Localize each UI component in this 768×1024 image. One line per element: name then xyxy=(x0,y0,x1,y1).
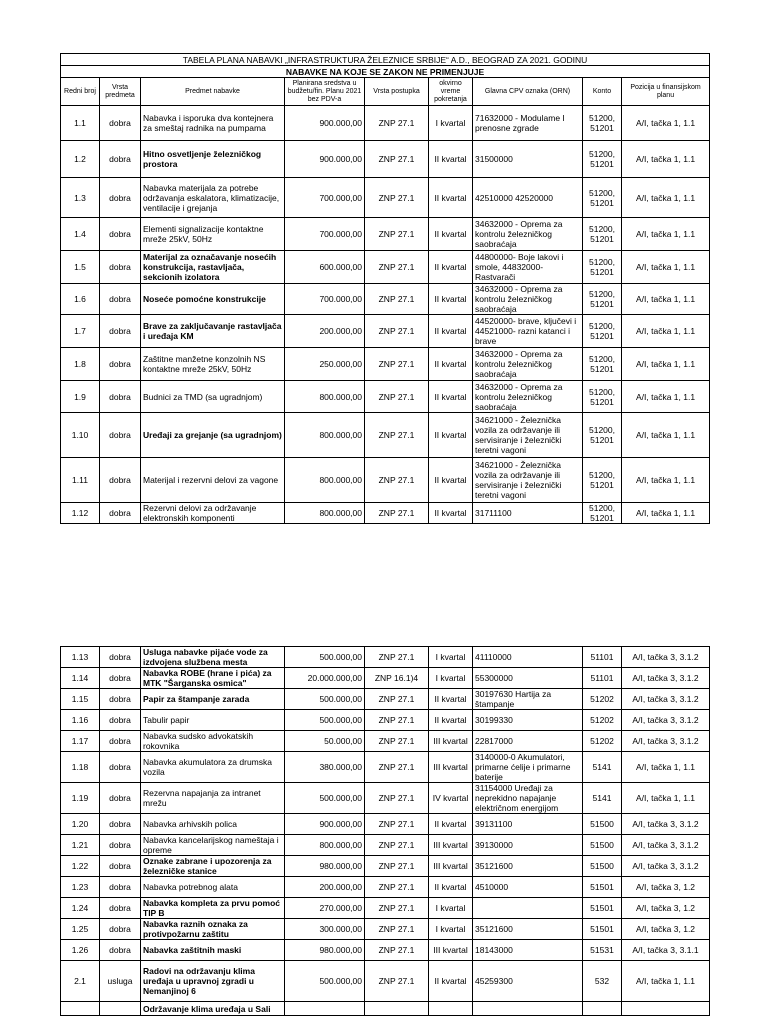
predmet-cell: Hitno osvetljenje železničkog prostora xyxy=(141,141,285,178)
cpv-cell: 34632000 - Oprema za kontrolu železničkog saobraćaja xyxy=(473,381,583,413)
postupak-cell: ZNP 27.1 xyxy=(365,856,429,877)
vreme-cell: II kvartal xyxy=(429,877,473,898)
rb-cell: 1.1 xyxy=(61,106,100,141)
postupak-cell: ZNP 27.1 xyxy=(365,413,429,458)
sredstva-cell: 700.000,00 xyxy=(285,218,365,251)
rb-cell: 1.2 xyxy=(61,141,100,178)
pozicija-cell: A/I, tačka 3, 3.1.2 xyxy=(622,668,710,689)
predmet-cell: Materijal i rezervni delovi za vagone xyxy=(141,458,285,503)
table-row xyxy=(61,689,710,710)
predmet-cell: Noseće pomoćne konstrukcije xyxy=(141,284,285,315)
konto-cell: 5141 xyxy=(583,783,622,814)
konto-cell: 51200, 51201 xyxy=(583,381,622,413)
cpv-cell: 34632000 - Oprema za kontrolu železničkog saobraćaja xyxy=(473,284,583,315)
procurement-table-top xyxy=(60,53,710,524)
predmet-cell: Nabavka i isporuka dva kontejnera za smeštaj radnika na pumpama xyxy=(141,106,285,141)
cpv-cell: 30197630 Hartija za štampanje xyxy=(473,689,583,710)
konto-cell: 51501 xyxy=(583,898,622,919)
predmet-cell: Zaštitne manžetne konzolnih NS kontaktne mreže 25kV, 50Hz xyxy=(141,348,285,381)
postupak-cell: ZNP 27.1 xyxy=(365,348,429,381)
predmet-cell: Nabavka raznih oznaka za protivpožarnu zaštitu xyxy=(141,919,285,940)
postupak-cell: ZNP 27.1 xyxy=(365,503,429,524)
predmet-cell: Nabavka arhivskih polica xyxy=(141,814,285,835)
pozicija-cell: A/I, tačka 1, 1.1 xyxy=(622,413,710,458)
pozicija-cell: A/I, tačka 3, 3.1.2 xyxy=(622,689,710,710)
pozicija-cell: A/I, tačka 1, 1.1 xyxy=(622,752,710,783)
rb-cell: 1.10 xyxy=(61,413,100,458)
postupak-cell: ZNP 27.1 xyxy=(365,877,429,898)
postupak-cell: ZNP 27.1 xyxy=(365,106,429,141)
sredstva-cell: 500.000,00 xyxy=(285,647,365,668)
sredstva-cell: 800.000,00 xyxy=(285,458,365,503)
postupak-cell: ZNP 27.1 xyxy=(365,783,429,814)
postupak-cell: ZNP 27.1 xyxy=(365,141,429,178)
pozicija-cell: A/I, tačka 3, 3.1.2 xyxy=(622,856,710,877)
cpv-cell: 22817000 xyxy=(473,731,583,752)
sredstva-cell: 500.000,00 xyxy=(285,710,365,731)
predmet-cell: Usluga nabavke pijaće vode za izdvojena službena mesta xyxy=(141,647,285,668)
konto-cell: 51202 xyxy=(583,689,622,710)
sredstva-cell: 800.000,00 xyxy=(285,413,365,458)
vrsta-cell: dobra xyxy=(100,835,141,856)
konto-cell: 51200, 51201 xyxy=(583,503,622,524)
cpv-cell: 34621000 - Železnička vozila za održavanje ili servisiranje i železnički teretni vagoni xyxy=(473,413,583,458)
vreme-cell: I kvartal xyxy=(429,668,473,689)
rb-cell: 1.14 xyxy=(61,668,100,689)
vrsta-cell xyxy=(100,1002,141,1016)
cpv-cell: 31154000 Uređaji za neprekidno napajanje električnom energijom xyxy=(473,783,583,814)
vrsta-cell: dobra xyxy=(100,251,141,284)
rb-cell: 1.19 xyxy=(61,783,100,814)
table-row xyxy=(61,106,710,141)
cpv-cell: 31500000 xyxy=(473,141,583,178)
sredstva-cell: 800.000,00 xyxy=(285,381,365,413)
vreme-cell: IV kvartal xyxy=(429,783,473,814)
sredstva-cell: 20.000.000,00 xyxy=(285,668,365,689)
sredstva-cell: 200.000,00 xyxy=(285,877,365,898)
predmet-cell: Nabavka zaštitnih maski xyxy=(141,940,285,961)
vreme-cell: II kvartal xyxy=(429,348,473,381)
sredstva-cell: 500.000,00 xyxy=(285,689,365,710)
postupak-cell: ZNP 27.1 xyxy=(365,218,429,251)
postupak-cell: ZNP 27.1 xyxy=(365,689,429,710)
vreme-cell: II kvartal xyxy=(429,141,473,178)
vreme-cell: II kvartal xyxy=(429,710,473,731)
cpv-cell: 44520000- brave, ključevi i 44521000- razni katanci i brave xyxy=(473,315,583,348)
pozicija-cell: A/I, tačka 1, 1.1 xyxy=(622,381,710,413)
konto-cell: 51101 xyxy=(583,647,622,668)
predmet-cell: Nabavka ROBE (hrane i pića) za MTK "Šarganska osmica" xyxy=(141,668,285,689)
vrsta-cell: dobra xyxy=(100,178,141,218)
konto-cell: 51200, 51201 xyxy=(583,106,622,141)
header-vrsta-predmeta: Vrsta predmeta xyxy=(100,78,141,106)
rb-cell: 2.1 xyxy=(61,961,100,1002)
table-row xyxy=(61,251,710,284)
sredstva-cell: 980.000,00 xyxy=(285,856,365,877)
sredstva-cell: 300.000,00 xyxy=(285,919,365,940)
pozicija-cell: A/I, tačka 1, 1.1 xyxy=(622,251,710,284)
table-row xyxy=(61,731,710,752)
vrsta-cell: dobra xyxy=(100,752,141,783)
cpv-cell: 71632000 - Modulame I prenosne zgrade xyxy=(473,106,583,141)
predmet-cell: Nabavka akumulatora za drumska vozila xyxy=(141,752,285,783)
postupak-cell xyxy=(365,1002,429,1016)
header-okvirno-vreme: okvirno vreme pokretanja xyxy=(429,78,473,106)
rb-cell: 1.20 xyxy=(61,814,100,835)
postupak-cell: ZNP 27.1 xyxy=(365,919,429,940)
rb-cell: 1.25 xyxy=(61,919,100,940)
rb-cell: 1.24 xyxy=(61,898,100,919)
postupak-cell: ZNP 27.1 xyxy=(365,458,429,503)
cpv-cell xyxy=(473,1002,583,1016)
cpv-cell: 55300000 xyxy=(473,668,583,689)
header-redni-broj: Redni broj xyxy=(61,78,100,106)
rb-cell: 1.15 xyxy=(61,689,100,710)
vreme-cell: II kvartal xyxy=(429,218,473,251)
cpv-cell: 31711100 xyxy=(473,503,583,524)
vrsta-cell: dobra xyxy=(100,381,141,413)
cpv-cell: 35121600 xyxy=(473,919,583,940)
postupak-cell: ZNP 27.1 xyxy=(365,381,429,413)
sredstva-cell: 50.000,00 xyxy=(285,731,365,752)
procurement-table-bottom xyxy=(60,646,710,1016)
vreme-cell: II kvartal xyxy=(429,381,473,413)
vrsta-cell: dobra xyxy=(100,856,141,877)
vrsta-cell: dobra xyxy=(100,814,141,835)
table-row xyxy=(61,413,710,458)
table-row xyxy=(61,710,710,731)
table-row xyxy=(61,178,710,218)
vreme-cell: II kvartal xyxy=(429,315,473,348)
pozicija-cell: A/I, tačka 3, 3.1.2 xyxy=(622,814,710,835)
predmet-cell: Održavanje klima uređaja u Sali xyxy=(141,1002,285,1016)
cpv-cell: 42510000 42520000 xyxy=(473,178,583,218)
rb-cell: 1.17 xyxy=(61,731,100,752)
konto-cell: 51200, 51201 xyxy=(583,141,622,178)
sredstva-cell: 500.000,00 xyxy=(285,783,365,814)
vreme-cell: II kvartal xyxy=(429,284,473,315)
vrsta-cell: dobra xyxy=(100,413,141,458)
vreme-cell: II kvartal xyxy=(429,689,473,710)
predmet-cell: Elementi signalizacije kontaktne mreže 25kV, 50Hz xyxy=(141,218,285,251)
rb-cell xyxy=(61,1002,100,1016)
rb-cell: 1.7 xyxy=(61,315,100,348)
predmet-cell: Brave za zaključavanje rastavljača i uređaja KM xyxy=(141,315,285,348)
vrsta-cell: dobra xyxy=(100,647,141,668)
pozicija-cell: A/I, tačka 3, 3.1.2 xyxy=(622,835,710,856)
table-row xyxy=(61,835,710,856)
postupak-cell: ZNP 16.1)4 xyxy=(365,668,429,689)
pozicija-cell: A/I, tačka 1, 1.1 xyxy=(622,141,710,178)
vreme-cell: III kvartal xyxy=(429,731,473,752)
rb-cell: 1.4 xyxy=(61,218,100,251)
table-row xyxy=(61,458,710,503)
vreme-cell: III kvartal xyxy=(429,835,473,856)
predmet-cell: Radovi na održavanju klima uređaja u upravnoj zgradi u Nemanjinoj 6 xyxy=(141,961,285,1002)
konto-cell: 51101 xyxy=(583,668,622,689)
header-vrsta-postupka: Vrsta postupka xyxy=(365,78,429,106)
rb-cell: 1.13 xyxy=(61,647,100,668)
rb-cell: 1.16 xyxy=(61,710,100,731)
sredstva-cell: 900.000,00 xyxy=(285,814,365,835)
postupak-cell: ZNP 27.1 xyxy=(365,710,429,731)
konto-cell: 51200, 51201 xyxy=(583,348,622,381)
vreme-cell: II kvartal xyxy=(429,178,473,218)
predmet-cell: Nabavka materijala za potrebe održavanja eskalatora, klimatizacije, ventilacije i grejanja xyxy=(141,178,285,218)
pozicija-cell: A/I, tačka 1, 1.1 xyxy=(622,961,710,1002)
sredstva-cell: 980.000,00 xyxy=(285,940,365,961)
vrsta-cell: dobra xyxy=(100,731,141,752)
konto-cell: 51500 xyxy=(583,835,622,856)
vrsta-cell: dobra xyxy=(100,106,141,141)
rb-cell: 1.5 xyxy=(61,251,100,284)
vreme-cell: III kvartal xyxy=(429,856,473,877)
pozicija-cell: A/I, tačka 1, 1.1 xyxy=(622,315,710,348)
vreme-cell: I kvartal xyxy=(429,898,473,919)
table-row xyxy=(61,315,710,348)
table-row xyxy=(61,647,710,668)
konto-cell: 51202 xyxy=(583,710,622,731)
header-konto: Konto xyxy=(583,78,622,106)
vrsta-cell: dobra xyxy=(100,783,141,814)
predmet-cell: Nabavka kancelarijskog nameštaja i opreme xyxy=(141,835,285,856)
rb-cell: 1.21 xyxy=(61,835,100,856)
table-row xyxy=(61,898,710,919)
predmet-cell: Nabavka sudsko advokatskih rokovnika xyxy=(141,731,285,752)
postupak-cell: ZNP 27.1 xyxy=(365,178,429,218)
predmet-cell: Papir za štampanje zarada xyxy=(141,689,285,710)
vrsta-cell: dobra xyxy=(100,503,141,524)
postupak-cell: ZNP 27.1 xyxy=(365,731,429,752)
table-row xyxy=(61,940,710,961)
sredstva-cell: 900.000,00 xyxy=(285,106,365,141)
rb-cell: 1.18 xyxy=(61,752,100,783)
rb-cell: 1.11 xyxy=(61,458,100,503)
cpv-cell: 4510000 xyxy=(473,877,583,898)
pozicija-cell: A/I, tačka 3, 3.1.2 xyxy=(622,731,710,752)
konto-cell: 51200, 51201 xyxy=(583,458,622,503)
vrsta-cell: dobra xyxy=(100,919,141,940)
table-row xyxy=(61,919,710,940)
table-title: TABELA PLANA NABAVKI „INFRASTRUKTURA ŽELEZNICE SRBIJE“ A.D., BEOGRAD ZA 2021. GODINU xyxy=(61,54,710,66)
pozicija-cell: A/I, tačka 1, 1.1 xyxy=(622,783,710,814)
vrsta-cell: usluga xyxy=(100,961,141,1002)
sredstva-cell xyxy=(285,1002,365,1016)
sredstva-cell: 200.000,00 xyxy=(285,315,365,348)
table-row xyxy=(61,381,710,413)
table-row xyxy=(61,668,710,689)
rb-cell: 1.8 xyxy=(61,348,100,381)
cpv-cell: 34632000 - Oprema za kontrolu železničkog saobraćaja xyxy=(473,218,583,251)
konto-cell: 51200, 51201 xyxy=(583,178,622,218)
postupak-cell: ZNP 27.1 xyxy=(365,315,429,348)
pozicija-cell: A/I, tačka 3, 1.2 xyxy=(622,898,710,919)
pozicija-cell: A/I, tačka 1, 1.1 xyxy=(622,106,710,141)
postupak-cell: ZNP 27.1 xyxy=(365,647,429,668)
header-pozicija: Pozicija u finansijskom planu xyxy=(622,78,710,106)
vrsta-cell: dobra xyxy=(100,710,141,731)
table-row xyxy=(61,783,710,814)
postupak-cell: ZNP 27.1 xyxy=(365,940,429,961)
header-planirana-sredstva: Planirana sredstva u budžetu/fin. Planu 2021 bez PDV-a xyxy=(285,78,365,106)
konto-cell: 532 xyxy=(583,961,622,1002)
vreme-cell: II kvartal xyxy=(429,814,473,835)
predmet-cell: Budnici za TMD (sa ugradnjom) xyxy=(141,381,285,413)
table-subtitle: NABAVKE NA KOJE SE ZAKON NE PRIMENJUJE xyxy=(61,66,710,78)
rb-cell: 1.6 xyxy=(61,284,100,315)
table-body-top xyxy=(61,106,710,524)
vrsta-cell: dobra xyxy=(100,284,141,315)
pozicija-cell: A/I, tačka 3, 3.1.1 xyxy=(622,940,710,961)
pozicija-cell: A/I, tačka 1, 1.1 xyxy=(622,348,710,381)
table-row xyxy=(61,814,710,835)
konto-cell: 51200, 51201 xyxy=(583,413,622,458)
cpv-cell: 45259300 xyxy=(473,961,583,1002)
konto-cell: 51500 xyxy=(583,856,622,877)
sredstva-cell: 700.000,00 xyxy=(285,178,365,218)
konto-cell: 51200, 51201 xyxy=(583,284,622,315)
postupak-cell: ZNP 27.1 xyxy=(365,284,429,315)
sredstva-cell: 500.000,00 xyxy=(285,961,365,1002)
postupak-cell: ZNP 27.1 xyxy=(365,752,429,783)
vreme-cell: III kvartal xyxy=(429,752,473,783)
vreme-cell: II kvartal xyxy=(429,251,473,284)
sredstva-cell: 600.000,00 xyxy=(285,251,365,284)
pozicija-cell: A/I, tačka 3, 3.1.2 xyxy=(622,647,710,668)
vrsta-cell: dobra xyxy=(100,315,141,348)
cpv-cell xyxy=(473,898,583,919)
vreme-cell xyxy=(429,1002,473,1016)
cpv-cell: 44800000- Boje lakovi i smole, 44832000- Rastvarači xyxy=(473,251,583,284)
table-row xyxy=(61,877,710,898)
konto-cell: 51500 xyxy=(583,814,622,835)
vrsta-cell: dobra xyxy=(100,348,141,381)
konto-cell: 51200, 51201 xyxy=(583,218,622,251)
predmet-cell: Rezervna napajanja za intranet mrežu xyxy=(141,783,285,814)
rb-cell: 1.22 xyxy=(61,856,100,877)
konto-cell: 51531 xyxy=(583,940,622,961)
pozicija-cell: A/I, tačka 1, 1.1 xyxy=(622,284,710,315)
header-predmet-nabavke: Predmet nabavke xyxy=(141,78,285,106)
predmet-cell: Nabavka potrebnog alata xyxy=(141,877,285,898)
predmet-cell: Nabavka kompleta za prvu pomoć TIP B xyxy=(141,898,285,919)
pozicija-cell: A/I, tačka 3, 1.2 xyxy=(622,877,710,898)
predmet-cell: Uređaji za grejanje (sa ugradnjom) xyxy=(141,413,285,458)
sredstva-cell: 250.000,00 xyxy=(285,348,365,381)
predmet-cell: Rezervni delovi za održavanje elektronskih komponenti xyxy=(141,503,285,524)
table-row xyxy=(61,1002,710,1016)
sredstva-cell: 270.000,00 xyxy=(285,898,365,919)
konto-cell: 51501 xyxy=(583,919,622,940)
postupak-cell: ZNP 27.1 xyxy=(365,898,429,919)
cpv-cell: 39131100 xyxy=(473,814,583,835)
cpv-cell: 3140000-0 Akumulatori, primarne ćelije i primarne baterije xyxy=(473,752,583,783)
table-row xyxy=(61,348,710,381)
rb-cell: 1.26 xyxy=(61,940,100,961)
vreme-cell: I kvartal xyxy=(429,919,473,940)
postupak-cell: ZNP 27.1 xyxy=(365,961,429,1002)
pozicija-cell: A/I, tačka 3, 3.1.2 xyxy=(622,710,710,731)
pozicija-cell: A/I, tačka 1, 1.1 xyxy=(622,458,710,503)
cpv-cell: 30199330 xyxy=(473,710,583,731)
predmet-cell: Oznake zabrane i upozorenja za železničke stanice xyxy=(141,856,285,877)
konto-cell: 5141 xyxy=(583,752,622,783)
vreme-cell: I kvartal xyxy=(429,106,473,141)
pozicija-cell: A/I, tačka 3, 1.2 xyxy=(622,919,710,940)
table-row xyxy=(61,218,710,251)
table-row xyxy=(61,141,710,178)
cpv-cell: 18143000 xyxy=(473,940,583,961)
konto-cell: 51200, 51201 xyxy=(583,251,622,284)
vreme-cell: II kvartal xyxy=(429,458,473,503)
postupak-cell: ZNP 27.1 xyxy=(365,814,429,835)
vrsta-cell: dobra xyxy=(100,898,141,919)
table-row xyxy=(61,856,710,877)
vrsta-cell: dobra xyxy=(100,218,141,251)
predmet-cell: Tabulir papir xyxy=(141,710,285,731)
vreme-cell: I kvartal xyxy=(429,647,473,668)
konto-cell: 51202 xyxy=(583,731,622,752)
rb-cell: 1.12 xyxy=(61,503,100,524)
sredstva-cell: 900.000,00 xyxy=(285,141,365,178)
vrsta-cell: dobra xyxy=(100,668,141,689)
pozicija-cell: A/I, tačka 1, 1.1 xyxy=(622,178,710,218)
vreme-cell: II kvartal xyxy=(429,413,473,458)
predmet-cell: Materijal za označavanje nosećih konstrukcija, rastavljača, sekcionih izolatora xyxy=(141,251,285,284)
header-glavna-cpv: Glavna CPV oznaka (ORN) xyxy=(473,78,583,106)
rb-cell: 1.3 xyxy=(61,178,100,218)
rb-cell: 1.23 xyxy=(61,877,100,898)
pozicija-cell: A/I, tačka 1, 1.1 xyxy=(622,503,710,524)
vrsta-cell: dobra xyxy=(100,877,141,898)
rb-cell: 1.9 xyxy=(61,381,100,413)
vrsta-cell: dobra xyxy=(100,940,141,961)
table-row xyxy=(61,503,710,524)
vrsta-cell: dobra xyxy=(100,458,141,503)
vreme-cell: II kvartal xyxy=(429,961,473,1002)
postupak-cell: ZNP 27.1 xyxy=(365,251,429,284)
vrsta-cell: dobra xyxy=(100,689,141,710)
sredstva-cell: 800.000,00 xyxy=(285,835,365,856)
vrsta-cell: dobra xyxy=(100,141,141,178)
cpv-cell: 39130000 xyxy=(473,835,583,856)
pozicija-cell xyxy=(622,1002,710,1016)
table-row xyxy=(61,961,710,1002)
konto-cell xyxy=(583,1002,622,1016)
sredstva-cell: 700.000,00 xyxy=(285,284,365,315)
header-row xyxy=(61,78,710,106)
cpv-cell: 34632000 - Oprema za kontrolu železničkog saobraćaja xyxy=(473,348,583,381)
table-body-bottom xyxy=(61,647,710,1016)
sredstva-cell: 800.000,00 xyxy=(285,503,365,524)
table-row xyxy=(61,752,710,783)
table-row xyxy=(61,284,710,315)
cpv-cell: 41110000 xyxy=(473,647,583,668)
sredstva-cell: 380.000,00 xyxy=(285,752,365,783)
cpv-cell: 35121600 xyxy=(473,856,583,877)
vreme-cell: II kvartal xyxy=(429,503,473,524)
konto-cell: 51200, 51201 xyxy=(583,315,622,348)
vreme-cell: III kvartal xyxy=(429,940,473,961)
cpv-cell: 34621000 - Železnička vozila za održavanje ili servisiranje i železnički teretni vagoni xyxy=(473,458,583,503)
pozicija-cell: A/I, tačka 1, 1.1 xyxy=(622,218,710,251)
konto-cell: 51501 xyxy=(583,877,622,898)
postupak-cell: ZNP 27.1 xyxy=(365,835,429,856)
